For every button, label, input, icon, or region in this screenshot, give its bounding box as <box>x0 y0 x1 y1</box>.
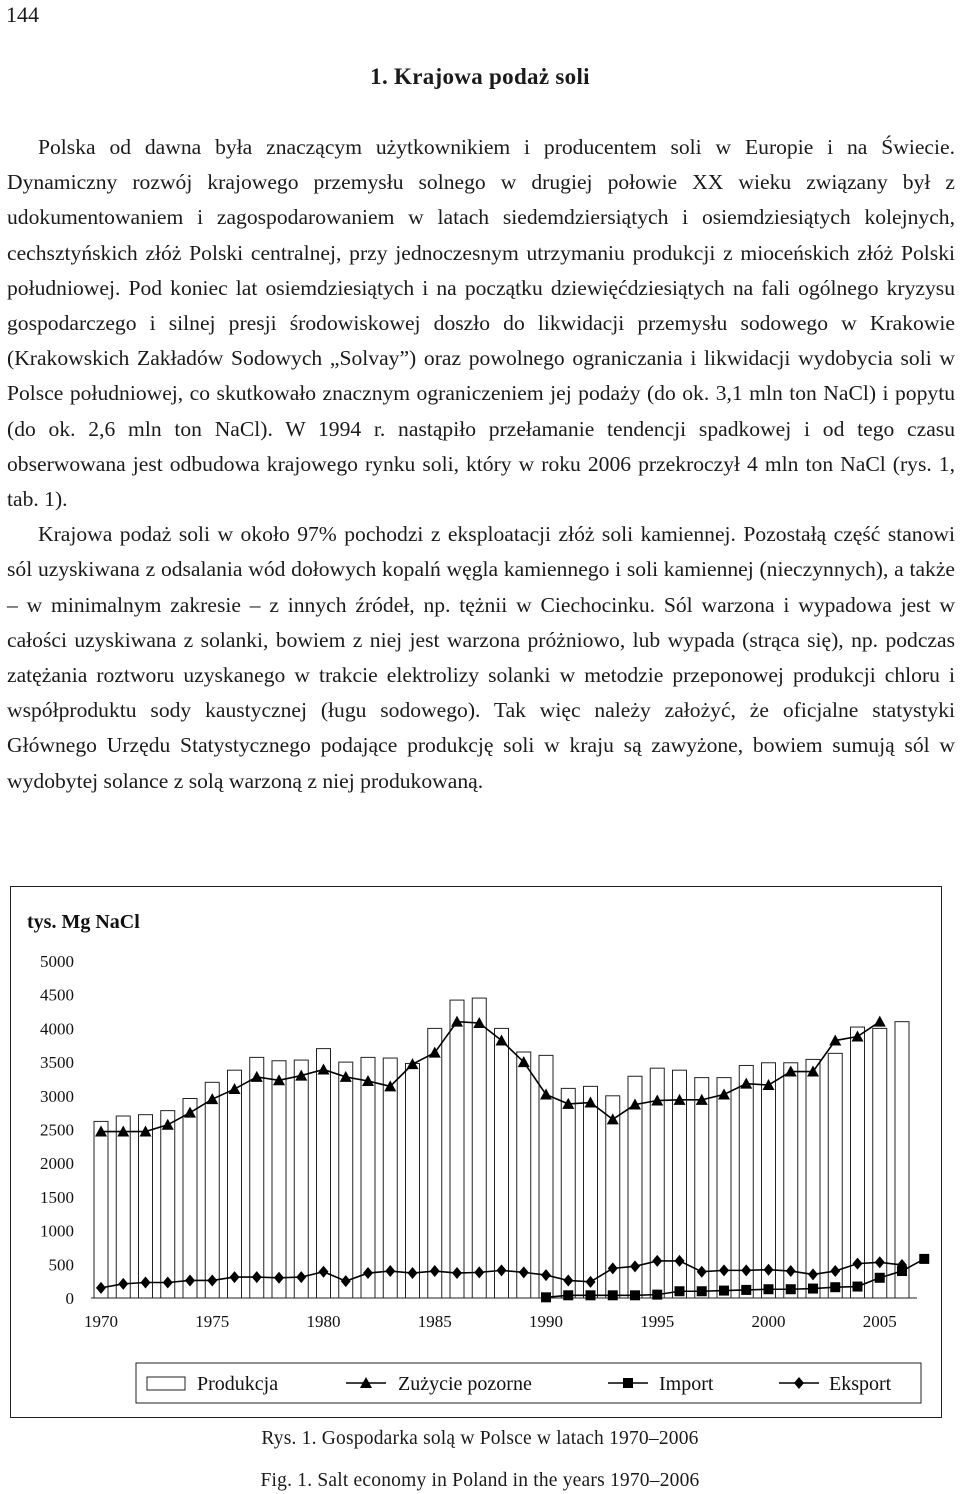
bar-produkcja <box>139 1115 153 1298</box>
bar-produkcja <box>383 1058 397 1298</box>
point-zuzycie-pozorne <box>874 1016 886 1027</box>
paragraph: Polska od dawna była znaczącym użytkownikiem i producentem soli w Europie i na Świecie. Dynamiczny rozwój krajowego przemysłu solnego w drugiej połowie XX wieku związany był z udokumentowaniem i zagospodarowaniem w latach siedemdziersiątych i osiemdziesiątych kolejnych, cechsztyńskich złóż Polski centralnej, przy jednoczesnym utrzymaniu produkcji z mioceńskich złóż Polski południowej. Pod koniec lat osiemdziesiątych i na początku dziewięćdziesiątych na fali ogólnego kryzysu gospodarczego i silnej presji środowiskowej doszło do likwidacji przemysłu sodowego w Krakowie (Krakowskich Zakładów Sodowych „Solvay”) oraz powolnego ograniczania i likwidacji wydobycia soli w Polsce południowej, co skutkowało znacznym ograniczeniem jej podaży (do ok. 3,1 mln ton NaCl) i popytu (do ok. 2,6 mln ton NaCl). W 1994 r. nastąpiło przełamanie tendencji spadkowej i od tego czasu obserwowana jest odbudowa krajowego rynku soli, który w roku 2006 przekroczył 4 mln ton NaCl (rys. 1, tab. 1). <box>7 135 955 512</box>
point-import <box>764 1284 774 1294</box>
legend-label: Produkcja <box>197 1373 279 1395</box>
y-tick-label: 4000 <box>40 1019 74 1039</box>
bar-produkcja <box>828 1053 842 1298</box>
y-tick-label: 1500 <box>40 1187 74 1207</box>
bar-produkcja <box>339 1062 353 1298</box>
x-tick-label: 1970 <box>84 1312 118 1331</box>
x-tick-label: 2005 <box>862 1312 897 1331</box>
bar-produkcja <box>317 1049 331 1298</box>
bar-produkcja <box>161 1111 175 1298</box>
y-tick-label: 5000 <box>40 952 74 971</box>
bar-produkcja <box>517 1052 531 1298</box>
point-import <box>697 1286 707 1296</box>
bar-produkcja <box>205 1082 219 1298</box>
line-import <box>546 1259 924 1297</box>
bar-produkcja <box>584 1086 598 1298</box>
bar-produkcja <box>428 1028 442 1298</box>
chart-svg <box>11 887 941 1417</box>
bar-produkcja <box>895 1022 909 1298</box>
y-tick-label: 3500 <box>40 1053 74 1073</box>
x-tick-label: 1985 <box>417 1312 452 1331</box>
y-tick-label: 3000 <box>40 1086 74 1106</box>
point-import <box>675 1286 685 1296</box>
bar-produkcja <box>183 1098 197 1298</box>
point-import <box>919 1254 929 1264</box>
point-import <box>808 1284 818 1294</box>
x-tick-label: 1990 <box>529 1312 563 1331</box>
y-tick-label: 2000 <box>40 1154 74 1174</box>
page-number: 144 <box>6 2 39 27</box>
salt-economy-chart <box>10 886 942 1418</box>
point-import <box>563 1290 573 1300</box>
x-tick-label: 1975 <box>195 1312 230 1331</box>
bar-produkcja <box>695 1078 709 1298</box>
legend-label: Import <box>659 1373 714 1395</box>
bar-produkcja <box>851 1027 865 1298</box>
point-import <box>875 1273 885 1283</box>
bar-produkcja <box>250 1057 264 1298</box>
legend-swatch-produkcja <box>147 1377 185 1390</box>
point-import <box>719 1286 729 1296</box>
section-heading: 1. Krajowa podaż soli <box>370 64 590 89</box>
point-import <box>630 1290 640 1300</box>
bar-produkcja <box>495 1028 509 1298</box>
bar-produkcja <box>294 1060 308 1298</box>
figure-caption-polish: Rys. 1. Gospodarka solą w Polsce w latach 1970–2006 <box>261 1428 699 1449</box>
legend-label: Zużycie pozorne <box>398 1373 532 1395</box>
point-import <box>741 1285 751 1295</box>
bar-produkcja <box>762 1063 776 1298</box>
figure-caption-english: Fig. 1. Salt economy in Poland in the years 1970–2006 <box>260 1470 700 1491</box>
bar-produkcja <box>272 1061 286 1298</box>
bar-produkcja <box>94 1121 108 1298</box>
x-tick-label: 2000 <box>751 1312 786 1331</box>
x-tick-label: 1995 <box>640 1312 675 1331</box>
bar-produkcja <box>228 1070 242 1298</box>
y-tick-label: 500 <box>48 1255 74 1275</box>
y-tick-label: 2500 <box>40 1120 74 1140</box>
bar-produkcja <box>739 1065 753 1298</box>
bar-produkcja <box>472 998 486 1298</box>
bar-produkcja <box>450 1000 464 1298</box>
y-axis-title: tys. Mg NaCl <box>27 911 140 933</box>
paragraph: Krajowa podaż soli w około 97% pochodzi z eksploatacji złóż soli kamiennej. Pozostałą część stanowi sól uzyskiwana z odsalania wód dołowych kopalń węgla kamiennego i soli kamiennej (nieczynnych), a także – w minimalnym zakresie – z innych źródeł, np. tężnii w Ciechocinku. Sól warzona i wypadowa jest w całości uzyskiwana z solanki, bowiem z niej jest warzona próżniowo, lub wypada (strąca się), np. podczas zatężania roztworu uzyskanego w trakcie elektrolizy solanki w metodzie przeponowej produkcji chloru i współproduktu sody kaustycznej (ługu sodowego). Tak więc należy założyć, że oficjalne statystyki Głównego Urzędu Statystycznego podające produkcję soli w kraju są zawyżone, bowiem sumują sól w wydobytej solance z solą warzoną z niej produkowaną. <box>7 522 955 793</box>
y-tick-label: 1000 <box>40 1221 74 1241</box>
y-tick-label: 4500 <box>40 985 74 1005</box>
bar-produkcja <box>806 1059 820 1298</box>
legend-marker <box>623 1378 633 1388</box>
y-tick-label: 0 <box>65 1289 74 1308</box>
legend-label: Eksport <box>829 1373 892 1395</box>
bar-produkcja <box>116 1116 130 1298</box>
bar-produkcja <box>361 1057 375 1298</box>
point-import <box>830 1282 840 1292</box>
x-tick-label: 1980 <box>306 1312 341 1331</box>
point-import <box>541 1292 551 1302</box>
bar-produkcja <box>784 1063 798 1298</box>
point-import <box>786 1284 796 1294</box>
point-import <box>853 1282 863 1292</box>
body-text <box>7 130 955 799</box>
point-import <box>586 1290 596 1300</box>
point-import <box>652 1290 662 1300</box>
bar-produkcja <box>561 1088 575 1298</box>
bar-produkcja <box>406 1063 420 1298</box>
point-import <box>608 1290 618 1300</box>
